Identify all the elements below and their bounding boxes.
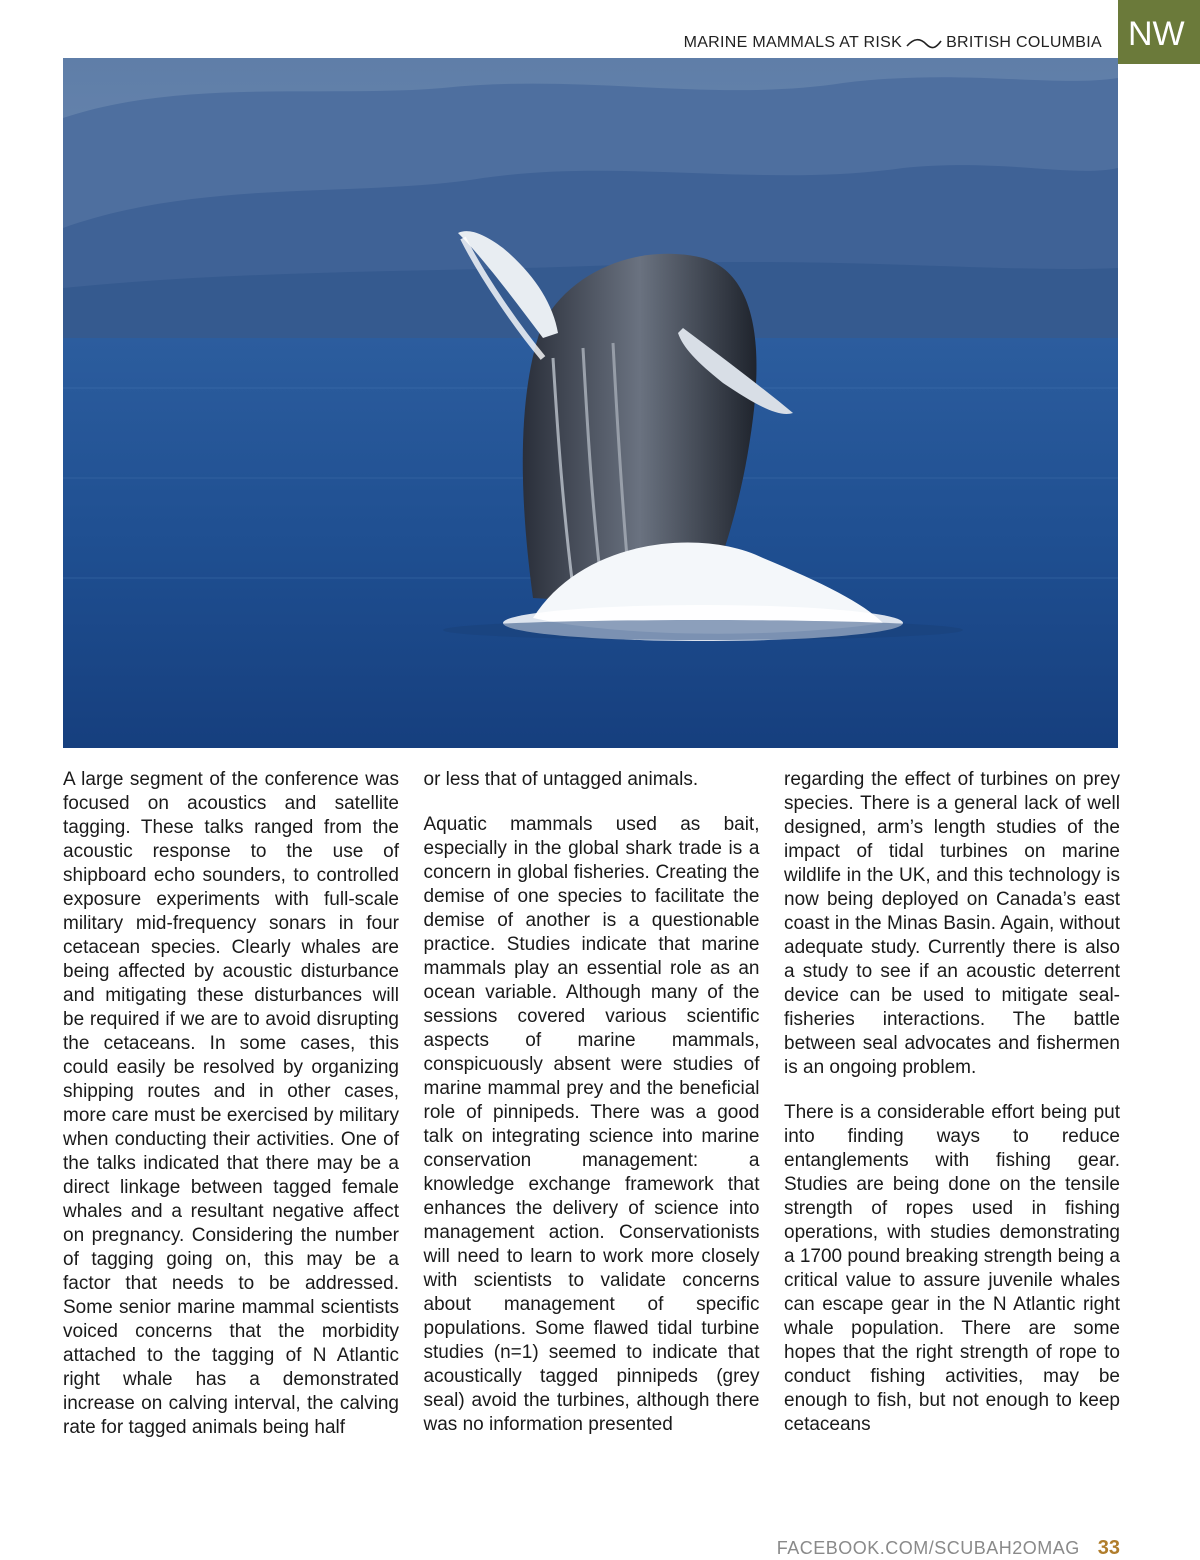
- section-tab: NW: [1118, 0, 1200, 64]
- article-column-1: [63, 768, 399, 1488]
- region-title: BRITISH COLUMBIA: [946, 34, 1102, 51]
- paragraph: regarding the effect of turbines on prey species. There is a general lack of well designed, arm’s length studies of the impact of tidal turbines on marine wildlife in the UK, and this technology is now being deployed on Canada’s east coast in the Minas Basin. Again, without adequate study. Currently there is also a study to see if an acoustic deterrent device can be used to mitigate seal-fisheries interactions. The battle between seal advocates and fishermen is an ongoing problem.: [784, 769, 1120, 1078]
- article-column-2: [424, 768, 760, 1488]
- paragraph: A large segment of the conference was focused on acoustics and satellite tagging. These talks ranged from the acoustic response to the use of shipboard echo sounders, to controlled exposure experiments with full-scale military mid-frequency sonars in four cetacean species. Clearly whales are being affected by acoustic disturbance and mitigating these disturbances will be required if we are to avoid disrupting the cetaceans. In some cases, this could easily be resolved by organizing shipping routes and in other cases, more care must be exercised by military when conducting their activities. One of the talks indicated that there may be a direct linkage between tagged female whales and a resultant negative affect on pregnancy. Considering the number of tagging going on, this may be a factor that needs to be addressed. Some senior marine mammal scientists voiced concerns that the morbidity attached to the tagging of N Atlantic right whale has a demonstrated increase on calving interval, the calving rate for tagged animals being half: [63, 769, 399, 1438]
- footer-site-link[interactable]: FACEBOOK.COM/SCUBAH2OMAG: [776, 1538, 1080, 1558]
- section-title: MARINE MAMMALS AT RISK: [683, 34, 903, 51]
- article-body: [63, 768, 1120, 1488]
- paragraph: Aquatic mammals used as bait, especially in the global shark trade is a concern in global fisheries. Creating the demise of one species to facilitate the demise of another is a questionable practice. Studies indicate that marine mammals play an essential role as an ocean variable. Although many of the sessions covered various scientific aspects of marine mammals, conspicuously absent were studies of marine mammal prey and the beneficial role of pinnipeds. There was a good talk on integrating science into marine conservation management: a knowledge exchange framework that enhances the delivery of science into management action. Conservationists will need to learn to work more closely with scientists to validate concerns about management of specific populations. Some flawed tidal turbine studies (n=1) seemed to indicate that acoustically tagged pinnipeds (grey seal) avoid the turbines, although there was no information presented: [423, 814, 760, 1435]
- article-column-3: [784, 768, 1120, 1488]
- page-footer: [777, 1537, 1120, 1560]
- paragraph: or less that of untagged animals.: [423, 769, 699, 790]
- paragraph: There is a considerable effort being put into finding ways to reduce entanglements with fishing gear. Studies are being done on the tensile strength of ropes used in fishing operations, with studies demonstrating a 1700 pound breaking strength being a critical value to assure juvenile whales can escape gear in the N Atlantic right whale population. There are some hopes that the right strength of rope to conduct fishing activities, may be enough to fish, but not enough to keep cetaceans: [784, 1102, 1120, 1435]
- whale-photo: [63, 58, 1118, 748]
- breaching-whale-illustration: [63, 58, 1118, 748]
- swoosh-icon: [906, 36, 942, 50]
- running-header: [684, 34, 1102, 52]
- page-number: 33: [1097, 1537, 1120, 1559]
